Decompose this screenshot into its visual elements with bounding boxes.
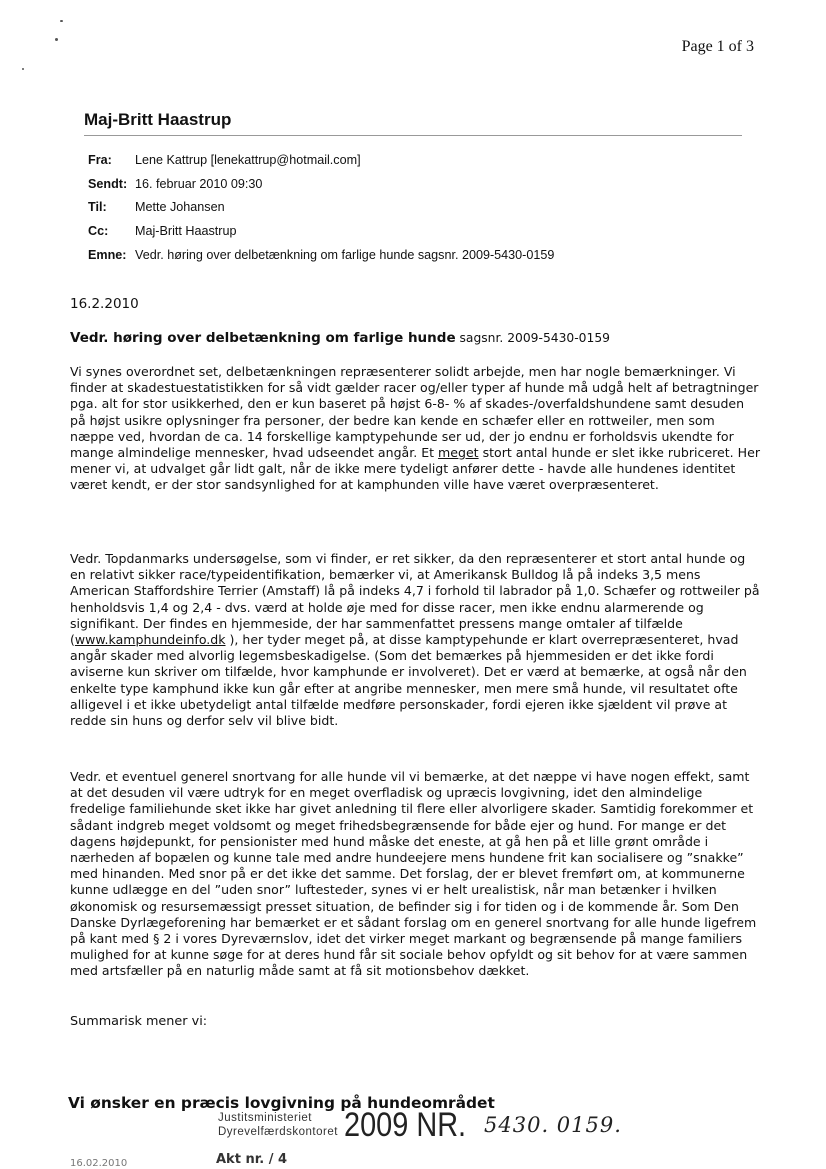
paragraph-topdanmark — [70, 551, 760, 729]
header-row-cc — [88, 219, 554, 243]
header-value: Vedr. høring over delbetænkning om farlige hunde sagsnr. 2009-5430-0159 — [135, 248, 555, 263]
stamp-akt-number: Akt nr. / 4 — [216, 1152, 288, 1167]
section-heading: Vi ønsker en præcis lovgivning på hundeområdet — [68, 1094, 495, 1112]
stamp-handwritten-number: 5430. 0159. — [484, 1113, 622, 1137]
header-rule — [84, 135, 742, 136]
subject-case-number: sagsnr. 2009-5430-0159 — [455, 331, 610, 345]
p1-text-a: Vi synes overordnet set, delbetænkningen repræsenterer solidt arbejde, men har nogle bemærkninger. Vi finder at skadestuestatistikken for så vidt gælder racer og/eller typer af hunde må udgå helt af betragtninger pga. alt for stor usikkerhed, den er kun baseret på højst 6-8- % af skades-/overfaldshundene samt desuden på højst usikre oplysninger fra personer, der bedre kan kende en schæfer eller en rottweiler, men som næppe ved, hvordan de ca. 14 forskellige kamptypehunde ser ud, der jo endnu er forholdsvis ukendte for mange almindelige mennesker, hvad udseendet angår. Et — [70, 364, 759, 461]
header-value: Maj-Britt Haastrup — [135, 224, 237, 239]
subject-bold: Vedr. høring over delbetænkning om farlige hunde — [70, 330, 456, 346]
p1-underlined-word: meget — [438, 445, 479, 461]
stamp-office: Dyrevelfærdskontoret — [218, 1126, 338, 1138]
letter-subject — [70, 330, 610, 346]
header-value: Lene Kattrup [lenekattrup@hotmail.com] — [135, 152, 361, 167]
p2-website-link[interactable]: www.kamphundeinfo.dk — [74, 632, 226, 648]
summary-intro: Summarisk mener vi: — [70, 1014, 208, 1029]
stamp-case-number: 2009 NR. — [344, 1106, 467, 1144]
paragraph-leash-requirement: Vedr. et eventuel generel snortvang for alle hunde vil vi bemærke, at det næppe vi have nogen effekt, samt at det desuden vil være udtryk for en meget overfladisk og upræcis lovgivning, idet den almindelige fredelige familiehunde sket ikke har givet anledning til flere eller alvorligere skader. Samtidig forekommer et sådant indgreb meget voldsomt og meget frihedsbegrænsende for både ejer og hund. For mange er det dagens højdepunkt, for pensionister med hund måske det eneste, at gå hen på et lille grønt område i nærheden af bopælen og kunne tale med andre hundeejere mens hundene frit kan socialisere og ”snakke” med hinanden. Med snor på er det ikke det samme. Det forslag, der er blevet fremført om, at kommunerne kunne udlægge en del ”uden snor” luftesteder, synes vi er helt urealistisk, når man betænker i hvilken økonomisk og resursemæssigt presset situation, de befinder sig i for tiden og i de kommende år. Som Den Danske Dyrlægeforening har bemærket er et sådant forslag om en generel snortvang for alle hunde ligefrem på kant med § 2 i vores Dyreværnslov, idet det virker meget markant og begrænsende på mange familiers mulighed for at kunne søge for at deres hund får sit sociale behov opfyldt og sit behov for at være sammen med artsfæller på en naturlig måde samt at få sit motionsbehov dækket. — [70, 769, 757, 979]
p2-text-b: ), her tyder meget på, at disse kamptypehunde er klart overrepræsenteret, hvad angår skader med alvorlig legemsbeskadigelse. (Som det bemærkes på hjemmesiden er det ikke fordi aviserne kun skriver om tilfælde, hvor kamphunde er involveret). Det er værd at bemærke, at også når den enkelte type kamphund ikke kun går efter at angribe mennesker, men mere små hunde, vil resultatet ofte alligevel i et ikke ubetydeligt antal tilfælde medføre personskader, fordi ejeren ikke sjældent vil prøve at redde sin huns og derfor selv vil blive bidt. — [70, 632, 747, 729]
header-key: Cc: — [88, 224, 109, 239]
header-key: Emne: — [88, 248, 127, 263]
scan-speck — [60, 20, 63, 22]
sender-heading: Maj-Britt Haastrup — [84, 110, 232, 129]
page-number: Page 1 of 3 — [681, 38, 754, 55]
letter-date: 16.2.2010 — [70, 296, 139, 312]
p2-text-a: Vedr. Topdanmarks undersøgelse, som vi finder, er ret sikker, da den repræsenterer et stort antal hunde og en relativt sikker race/typeidentifikation, bemærker vi, at Amerikansk Bulldog lå på indeks 3,5 mens American Staffordshire Terrier (Amstaff) lå på indeks 4,7 i forhold til labrador på 1,0. Schæfer og rottweiler på henholdsvis 1,4 og 2,4 - dvs. værd at holde øje med for disse racer, men ikke endnu alarmerende og signifikant. Der findes en hjemmeside, der har sammenfattet pressens mange omtaler af tilfælde ( — [70, 551, 760, 648]
scan-speck — [55, 38, 58, 41]
header-row-from — [88, 148, 554, 172]
header-key: Sendt: — [88, 176, 128, 191]
footer-date: 16.02.2010 — [70, 1158, 128, 1169]
header-row-sent — [88, 172, 554, 196]
stamp-ministry: Justitsministeriet — [218, 1112, 312, 1124]
p1-text-b: stort antal hunde er slet ikke rubriceret. Her mener vi, at udvalget går lidt galt, når de ikke mere tydeligt anfører dette - havde alle hundenes identitet været kendt, er der stor sandsynlighed for at kamphunden ville have været overpræsenteret. — [70, 445, 760, 493]
header-key: Til: — [88, 200, 107, 215]
header-row-to — [88, 196, 554, 220]
scan-speck — [22, 68, 24, 70]
paragraph-statistics — [70, 364, 760, 494]
header-value: 16. februar 2010 09:30 — [135, 176, 263, 191]
header-key: Fra: — [88, 152, 112, 167]
header-value: Mette Johansen — [135, 200, 225, 215]
email-header — [88, 148, 554, 267]
header-row-subject — [88, 243, 554, 267]
